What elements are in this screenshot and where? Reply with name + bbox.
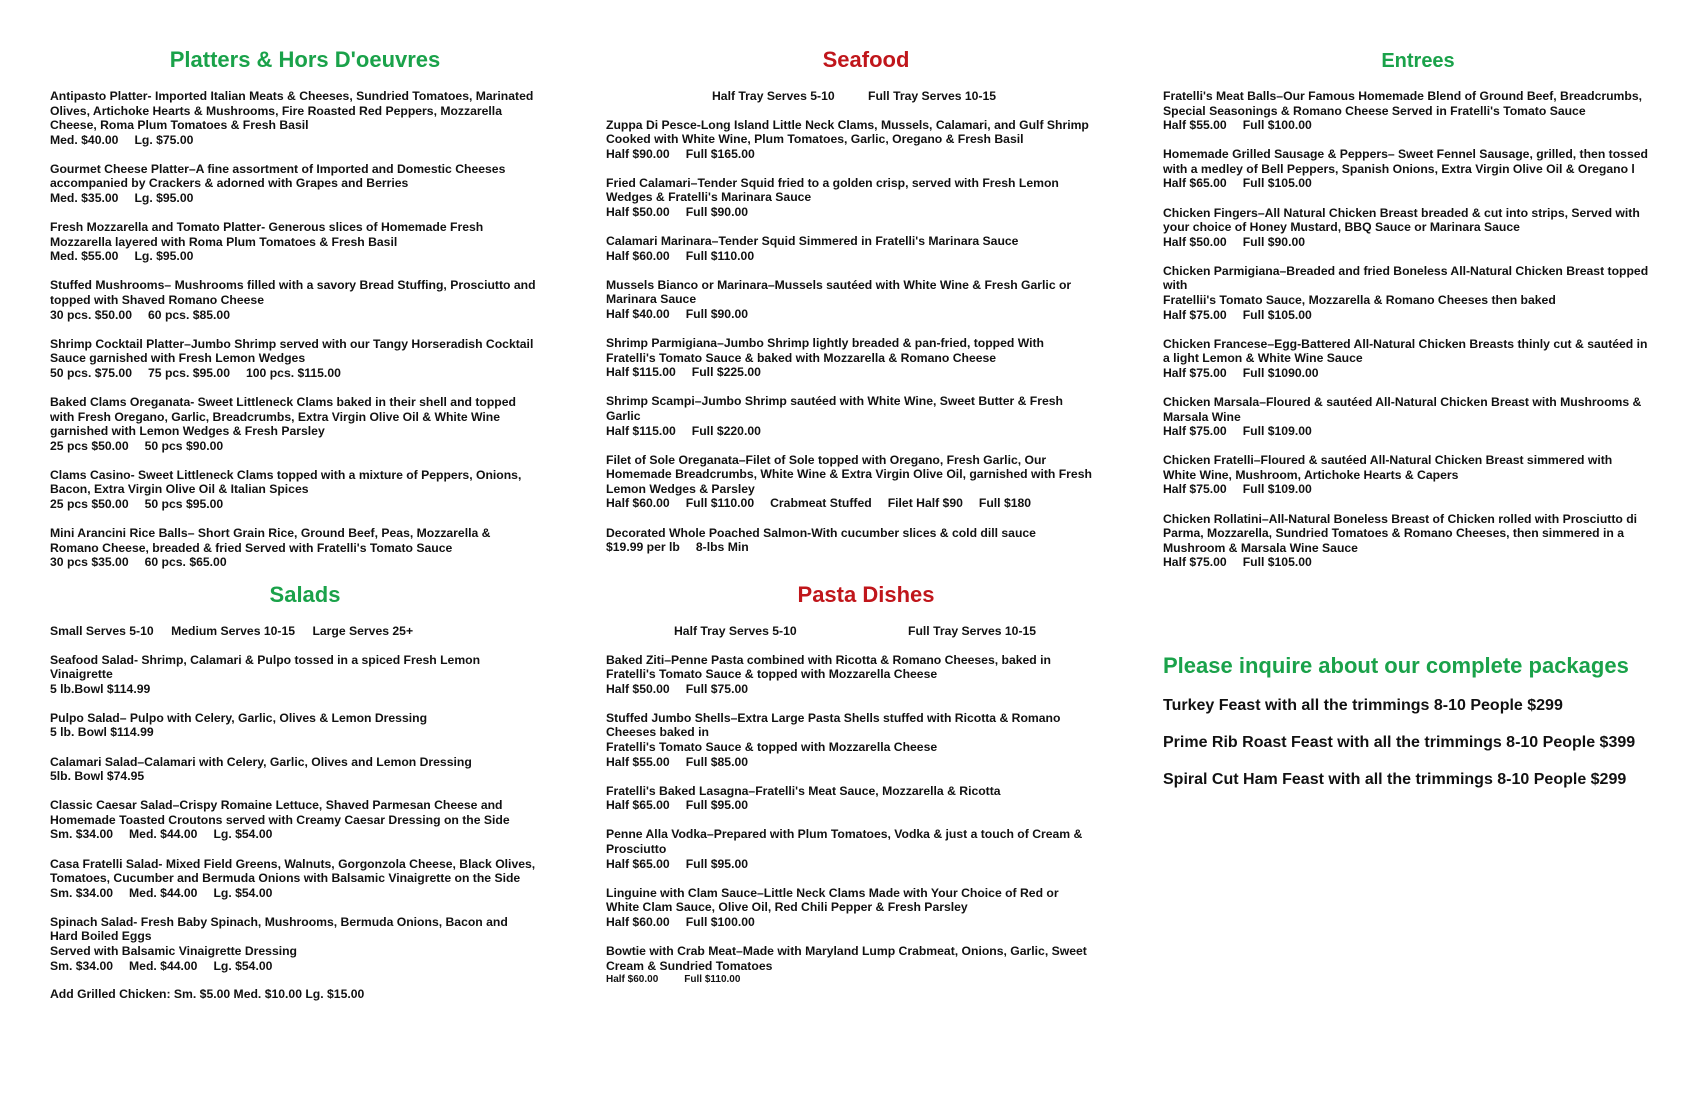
menu-item-description: Marsala Wine <box>1163 409 1241 424</box>
menu-item-title: Shrimp Scampi–Jumbo Shrimp sautéed with White Wine, Sweet Butter & Fresh <box>606 394 1063 409</box>
menu-item <box>606 176 1126 220</box>
menu-item <box>1163 395 1673 439</box>
price: Full $100.00 <box>1242 118 1312 133</box>
platters-heading: Platters & Hors D'oeuvres <box>169 47 441 72</box>
price: Full $85.00 <box>685 754 749 769</box>
menu-item-prices <box>50 769 560 784</box>
price: Full $180 <box>978 496 1032 511</box>
pasta-heading: Pasta Dishes <box>797 582 935 607</box>
menu-item-title: Seafood Salad- Shrimp, Calamari & Pulpo tossed in a spiced Fresh Lemon <box>50 652 481 667</box>
menu-item <box>50 526 560 570</box>
menu-item-description: topped with Shaved Romano Cheese <box>50 293 264 308</box>
price: Full $1090.00 <box>1242 365 1319 380</box>
price: Full $225.00 <box>691 365 761 380</box>
price: 50 pcs $90.00 <box>144 438 224 453</box>
price: 5 lb. Bowl $114.99 <box>50 725 154 740</box>
menu-item-description: Homemade Toasted Croutons served with Creamy Caesar Dressing on the Side <box>50 812 510 827</box>
entrees-section <box>1163 50 1673 570</box>
menu-item-title: Mini Arancini Rice Balls– Short Grain Rice, Ground Beef, Peas, Mozzarella & <box>50 526 491 541</box>
menu-item-description: Sauce garnished with Fresh Lemon Wedges <box>50 351 306 366</box>
menu-item-title: Linguine with Clam Sauce–Little Neck Clams Made with Your Choice of Red or <box>606 885 1059 900</box>
menu-item-prices <box>606 798 1126 813</box>
menu-item-title: Calamari Marinara–Tender Squid Simmered in Fratelli's Marinara Sauce <box>606 234 1019 249</box>
seafood-list <box>606 118 1126 555</box>
price: Full $110.00 <box>685 248 755 263</box>
menu-item-title: Chicken Fingers–All Natural Chicken Breast breaded & cut into strips, Served with <box>1163 205 1640 220</box>
price: Half $75.00 <box>1163 365 1227 380</box>
menu-item <box>1163 337 1673 381</box>
entrees-list <box>1163 89 1673 570</box>
menu-item <box>606 944 1126 988</box>
price: Full $95.00 <box>685 798 749 813</box>
menu-item-title: Gourmet Cheese Platter–A fine assortment of Imported and Domestic Cheeses <box>50 161 506 176</box>
salads-sizes <box>50 624 560 639</box>
menu-item-description: Cheeses baked in <box>606 725 709 740</box>
menu-item <box>50 711 560 740</box>
menu-item-title: Stuffed Mushrooms– Mushrooms filled with a savory Bread Stuffing, Prosciutto and <box>50 278 536 293</box>
price: Full $90.00 <box>1242 234 1306 249</box>
menu-item-prices <box>606 205 1126 220</box>
entrees-heading: Entrees <box>1381 50 1455 72</box>
menu-item-prices <box>606 915 1126 930</box>
menu-item-description: Parma, Mozzarella, Sundried Tomatoes & Romano Cheeses, then simmered in a <box>1163 526 1624 541</box>
price: 5 lb.Bowl $114.99 <box>50 681 151 696</box>
menu-item-prices <box>50 555 560 570</box>
price: 60 pcs. $85.00 <box>148 307 230 322</box>
menu-item-title: Fried Calamari–Tender Squid fried to a golden crisp, served with Fresh Lemon <box>606 175 1059 190</box>
menu-item-description: Mozzarella layered with Roma Plum Tomatoes & Fresh Basil <box>50 234 398 249</box>
price: Full $105.00 <box>1242 307 1312 322</box>
price: Full $75.00 <box>685 681 749 696</box>
seafood-section <box>606 47 1126 555</box>
menu-item-description: White Clam Sauce, Olive Oil, Red Chili Pepper & Fresh Parsley <box>606 900 968 915</box>
menu-item-description: a light Lemon & White Wine Sauce <box>1163 351 1363 366</box>
price: Half $55.00 <box>606 754 670 769</box>
package-item: Spiral Cut Ham Feast with all the trimmings 8-10 People $299 <box>1163 771 1627 788</box>
price: Sm. $34.00 <box>50 885 114 900</box>
pasta-tray-info <box>606 624 1126 639</box>
menu-item-prices <box>606 755 1126 770</box>
price: 5lb. Bowl $74.95 <box>50 769 145 784</box>
size-large: Large Serves 25+ <box>312 624 414 638</box>
menu-item <box>50 89 560 147</box>
menu-item-prices <box>1163 424 1673 439</box>
seafood-tray-half: Half Tray Serves 5-10 <box>712 89 835 103</box>
menu-item-prices <box>1163 118 1673 133</box>
menu-item-title: Decorated Whole Poached Salmon-With cucumber slices & cold dill sauce <box>606 525 1036 540</box>
menu-item-prices <box>50 439 560 454</box>
price: Half $75.00 <box>1163 482 1227 497</box>
menu-item-title: Baked Ziti–Penne Pasta combined with Ricotta & Romano Cheeses, baked in <box>606 652 1051 667</box>
menu-item <box>50 468 560 512</box>
menu-item-description: garnished with Lemon Wedges & Fresh Parsley <box>50 424 325 439</box>
menu-item-prices <box>50 682 560 697</box>
menu-item-description: your choice of Honey Mustard, BBQ Sauce or Marinara Sauce <box>1163 220 1520 235</box>
package-item: Turkey Feast with all the trimmings 8-10 People $299 <box>1163 697 1563 714</box>
price: Half $65.00 <box>606 798 670 813</box>
price: Half $60.00 <box>606 496 670 511</box>
menu-item-description: Fratelli's Tomato Sauce & topped with Mozzarella Cheese <box>606 667 938 682</box>
seafood-heading: Seafood <box>822 47 910 72</box>
menu-item <box>606 784 1126 813</box>
price: Full $90.00 <box>685 205 749 220</box>
price: Full $105.00 <box>1242 176 1312 191</box>
price: Half $50.00 <box>1163 234 1227 249</box>
price: Half $50.00 <box>606 205 670 220</box>
price: Filet Half $90 <box>887 496 963 511</box>
menu-item-description: Cooked with White Wine, Plum Tomatoes, Garlic, Oregano & Fresh Basil <box>606 132 1024 147</box>
menu-item <box>50 857 560 901</box>
price: Half $115.00 <box>606 423 676 438</box>
menu-item-title: Filet of Sole Oreganata–Filet of Sole topped with Oregano, Fresh Garlic, Our <box>606 452 1047 467</box>
menu-item-prices <box>1163 366 1673 381</box>
price: Lg. $75.00 <box>134 132 194 147</box>
menu-item-title: Stuffed Jumbo Shells–Extra Large Pasta Shells stuffed with Ricotta & Romano <box>606 710 1061 725</box>
menu-item-prices <box>606 496 1126 511</box>
salads-heading: Salads <box>269 582 341 607</box>
price: 30 pcs $35.00 <box>50 555 129 570</box>
price: Med. $35.00 <box>50 191 119 206</box>
menu-item <box>606 453 1126 511</box>
price: Half $50.00 <box>606 681 670 696</box>
price: $19.99 per lb <box>606 540 680 555</box>
price: 100 pcs. $115.00 <box>246 365 341 380</box>
price: Full $110.00 <box>685 496 755 511</box>
price: Sm. $34.00 <box>50 827 114 842</box>
price: Half $75.00 <box>1163 555 1227 570</box>
menu-item-prices <box>50 249 560 264</box>
menu-item-title: Baked Clams Oreganata- Sweet Littleneck Clams baked in their shell and topped <box>50 395 516 409</box>
menu-item-description: Olives, Artichoke Hearts & Mushrooms, Fire Roasted Red Peppers, Mozzarella <box>50 103 502 118</box>
menu-item <box>1163 206 1673 250</box>
price: 30 pcs. $50.00 <box>50 307 132 322</box>
menu-item-description: Fratelli's Tomato Sauce & baked with Mozzarella & Romano Cheese <box>606 350 997 365</box>
menu-item-title: Shrimp Parmigiana–Jumbo Shrimp lightly breaded & pan-fried, topped With <box>606 336 1045 351</box>
pasta-list <box>606 653 1126 988</box>
price: Lg. $95.00 <box>134 191 194 206</box>
platters-section <box>50 47 560 570</box>
menu-item-description: accompanied by Crackers & adorned with Grapes and Berries <box>50 176 409 191</box>
price: Full $109.00 <box>1242 482 1312 497</box>
price: Lg. $54.00 <box>213 827 273 842</box>
menu-item-title: Chicken Parmigiana–Breaded and fried Boneless All-Natural Chicken Breast topped <box>1163 263 1649 278</box>
price: Full $90.00 <box>685 307 749 322</box>
menu-item <box>606 886 1126 930</box>
package-item: Prime Rib Roast Feast with all the trimmings 8-10 People $399 <box>1163 734 1636 751</box>
menu-item-prices <box>606 540 1126 555</box>
menu-item-prices <box>50 725 560 740</box>
price: Half $65.00 <box>606 856 670 871</box>
menu-item-description: Hard Boiled Eggs <box>50 929 152 944</box>
menu-item <box>606 336 1126 380</box>
menu-item <box>606 711 1126 769</box>
menu-item-prices <box>1163 308 1673 323</box>
menu-item-prices <box>50 191 560 206</box>
menu-item <box>50 337 560 381</box>
menu-item <box>606 827 1126 871</box>
menu-item <box>606 526 1126 555</box>
menu-item <box>606 118 1126 162</box>
packages-section <box>1163 653 1683 789</box>
price: Full $95.00 <box>685 856 749 871</box>
menu-item-title: Calamari Salad–Calamari with Celery, Garlic, Olives and Lemon Dressing <box>50 754 472 769</box>
menu-item-title: Chicken Rollatini–All-Natural Boneless Breast of Chicken rolled with Prosciutto di <box>1163 511 1638 526</box>
price: Full $110.00 <box>684 974 741 986</box>
menu-item <box>1163 453 1673 497</box>
menu-item-prices <box>50 497 560 512</box>
salads-addon: Add Grilled Chicken: Sm. $5.00 Med. $10.00 Lg. $15.00 <box>50 987 365 1002</box>
price: Full $100.00 <box>685 914 755 929</box>
menu-item-title: Zuppa Di Pesce-Long Island Little Neck Clams, Mussels, Calamari, and Gulf Shrimp <box>606 117 1089 132</box>
menu-item <box>50 162 560 206</box>
price: Full $165.00 <box>685 146 755 161</box>
menu-item-description: Fratellii's Tomato Sauce, Mozzarella & Romano Cheeses then baked <box>1163 293 1556 308</box>
menu-item-description: Homemade Breadcrumbs, White Wine & Extra Virgin Olive Oil, garnished with Fresh <box>606 467 1092 482</box>
menu-item-description: with Fresh Oregano, Garlic, Breadcrumbs, Extra Virgin Olive Oil & White Wine <box>50 409 501 424</box>
menu-item-prices <box>1163 176 1673 191</box>
menu-item-title: Pulpo Salad– Pulpo with Celery, Garlic, Olives & Lemon Dressing <box>50 710 428 725</box>
menu-item-prices <box>606 147 1126 162</box>
salads-section <box>50 582 560 1002</box>
price: 50 pcs. $75.00 <box>50 365 132 380</box>
price: Lg. $54.00 <box>213 958 273 973</box>
menu-item-description: with <box>1163 278 1188 293</box>
price: 60 pcs. $65.00 <box>144 555 227 570</box>
seafood-tray-full: Full Tray Serves 10-15 <box>868 89 997 103</box>
menu-item-title: Classic Caesar Salad–Crispy Romaine Lettuce, Shaved Parmesan Cheese and <box>50 798 503 813</box>
menu-item-title: Clams Casino- Sweet Littleneck Clams topped with a mixture of Peppers, Onions, <box>50 467 522 482</box>
menu-item-title: Chicken Francese–Egg-Battered All-Natural Chicken Breasts thinly cut & sautéed in <box>1163 336 1648 351</box>
price: Med. $44.00 <box>129 827 198 842</box>
menu-item <box>1163 147 1673 191</box>
menu-item-description: Mushroom & Marsala Wine Sauce <box>1163 540 1358 555</box>
price: Med. $55.00 <box>50 249 119 264</box>
price: Half $115.00 <box>606 365 676 380</box>
menu-item-prices <box>50 827 560 842</box>
menu-item <box>50 278 560 322</box>
price: Med. $44.00 <box>129 958 198 973</box>
menu-item-prices <box>1163 482 1673 497</box>
size-small: Small Serves 5-10 <box>50 624 154 638</box>
pasta-tray-half: Half Tray Serves 5-10 <box>674 624 797 638</box>
price: Lg. $95.00 <box>134 249 194 264</box>
menu-item <box>50 915 560 973</box>
menu-item-title: Penne Alla Vodka–Prepared with Plum Tomatoes, Vodka & just a touch of Cream & <box>606 827 1083 842</box>
price: Half $60.00 <box>606 248 670 263</box>
menu-item-description: Tomatoes, Cucumber and Bermuda Onions with Balsamic Vinaigrette on the Side <box>50 871 521 886</box>
menu-item <box>606 653 1126 697</box>
packages-title: Please inquire about our complete packages <box>1163 653 1629 678</box>
menu-item-description: Garlic <box>606 409 641 423</box>
menu-item-prices <box>50 959 560 974</box>
seafood-tray-info <box>606 89 1126 104</box>
price: 50 pcs $95.00 <box>144 497 224 512</box>
menu-item-prices <box>606 249 1126 264</box>
menu-item-prices <box>50 308 560 323</box>
price: Half $65.00 <box>1163 176 1227 191</box>
menu-item <box>1163 512 1673 570</box>
menu-item-description: Marinara Sauce <box>606 292 697 307</box>
price: 75 pcs. $95.00 <box>148 365 230 380</box>
price: Half $60.00 <box>606 914 670 929</box>
menu-item-prices <box>606 857 1126 872</box>
menu-item-description: Cream & Sundried Tomatoes <box>606 958 773 973</box>
platters-list <box>50 89 560 570</box>
menu-item-prices <box>606 307 1126 322</box>
price: Half $60.00 <box>606 974 659 986</box>
menu-item-prices <box>50 133 560 148</box>
price: 25 pcs $50.00 <box>50 497 129 512</box>
menu-item-title: Shrimp Cocktail Platter–Jumbo Shrimp served with our Tangy Horseradish Cocktail <box>50 336 534 351</box>
price: Half $75.00 <box>1163 307 1227 322</box>
price: Half $40.00 <box>606 307 670 322</box>
price: Med. $40.00 <box>50 132 119 147</box>
menu-item-title: Homemade Grilled Sausage & Peppers– Sweet Fennel Sausage, grilled, then tossed <box>1163 147 1648 162</box>
menu-item-description: Vinaigrette <box>50 667 113 682</box>
menu-item-description: Prosciutto <box>606 842 667 857</box>
menu-item <box>1163 264 1673 322</box>
menu-item-prices <box>606 365 1126 380</box>
menu-item-title: Chicken Fratelli–Floured & sautéed All-Natural Chicken Breast simmered with <box>1163 453 1613 468</box>
pasta-section <box>606 582 1126 988</box>
menu-item-prices <box>606 682 1126 697</box>
menu-item <box>50 755 560 784</box>
menu-item-title: Mussels Bianco or Marinara–Mussels sautéed with White Wine & Fresh Garlic or <box>606 277 1072 292</box>
menu-item-title: Chicken Marsala–Floured & sautéed All-Natural Chicken Breast with Mushrooms & <box>1163 395 1642 409</box>
menu-item-title: Fresh Mozzarella and Tomato Platter- Generous slices of Homemade Fresh <box>50 220 484 235</box>
menu-item-title: Fratelli's Meat Balls–Our Famous Homemade Blend of Ground Beef, Breadcrumbs, <box>1163 89 1642 103</box>
price: Med. $44.00 <box>129 885 198 900</box>
price: 25 pcs $50.00 <box>50 438 129 453</box>
menu-item-description: Lemon Wedges & Parsley <box>606 481 755 496</box>
price: 8-lbs Min <box>695 540 749 555</box>
menu-item-title: Spinach Salad- Fresh Baby Spinach, Mushrooms, Bermuda Onions, Bacon and <box>50 914 508 929</box>
menu-item <box>50 220 560 264</box>
price: Lg. $54.00 <box>213 885 273 900</box>
price: Full $220.00 <box>691 423 761 438</box>
menu-item-description: with a medley of Bell Peppers, Spanish Onions, Extra Virgin Olive Oil & Oregano l <box>1163 161 1635 176</box>
menu-item-prices <box>1163 555 1673 570</box>
pasta-tray-full: Full Tray Serves 10-15 <box>908 624 1037 638</box>
menu-item <box>606 394 1126 438</box>
menu-item-title: Antipasto Platter- Imported Italian Meats & Cheeses, Sundried Tomatoes, Marinated <box>50 89 534 103</box>
menu-item-prices <box>50 366 560 381</box>
salads-list <box>50 653 560 974</box>
menu-item <box>50 798 560 842</box>
price: Full $105.00 <box>1242 555 1312 570</box>
price: Half $75.00 <box>1163 424 1227 439</box>
menu-item-prices <box>606 424 1126 439</box>
menu-item <box>1163 89 1673 133</box>
menu-item-title: Bowtie with Crab Meat–Made with Maryland Lump Crabmeat, Onions, Garlic, Sweet <box>606 944 1087 958</box>
menu-item <box>606 278 1126 322</box>
price: Crabmeat Stuffed <box>770 496 872 511</box>
menu-item-title: Fratelli's Baked Lasagna–Fratelli's Meat Sauce, Mozzarella & Ricotta <box>606 783 1001 798</box>
menu-item-prices <box>606 973 1126 988</box>
menu-item-title: Casa Fratelli Salad- Mixed Field Greens, Walnuts, Gorgonzola Cheese, Black Olives, <box>50 856 536 871</box>
menu-item-prices <box>1163 235 1673 250</box>
price: Half $55.00 <box>1163 118 1227 133</box>
menu-item-prices <box>50 886 560 901</box>
menu-item-description: Bacon, Extra Virgin Olive Oil & Italian Spices <box>50 482 309 497</box>
price: Sm. $34.00 <box>50 958 114 973</box>
menu-item-description: Wedges & Fratelli's Marinara Sauce <box>606 190 812 205</box>
menu-item <box>50 653 560 697</box>
menu-item <box>50 395 560 453</box>
price: Half $90.00 <box>606 146 670 161</box>
menu-item-description: Served with Balsamic Vinaigrette Dressing <box>50 944 298 958</box>
menu-item-description: Cheese, Roma Plum Tomatoes & Fresh Basil <box>50 118 309 133</box>
menu-item <box>606 234 1126 263</box>
menu-item-description: White Wine, Mushroom, Artichoke Hearts & Capers <box>1163 467 1459 482</box>
menu-item-description: Fratelli's Tomato Sauce & topped with Mozzarella Cheese <box>606 740 938 755</box>
menu-item-description: Special Seasonings & Romano Cheese Served in Fratelli's Tomato Sauce <box>1163 103 1586 118</box>
price: Full $109.00 <box>1242 424 1312 439</box>
size-medium: Medium Serves 10-15 <box>171 624 296 638</box>
menu-item-description: Romano Cheese, breaded & fried Served with Fratelli's Tomato Sauce <box>50 540 453 555</box>
